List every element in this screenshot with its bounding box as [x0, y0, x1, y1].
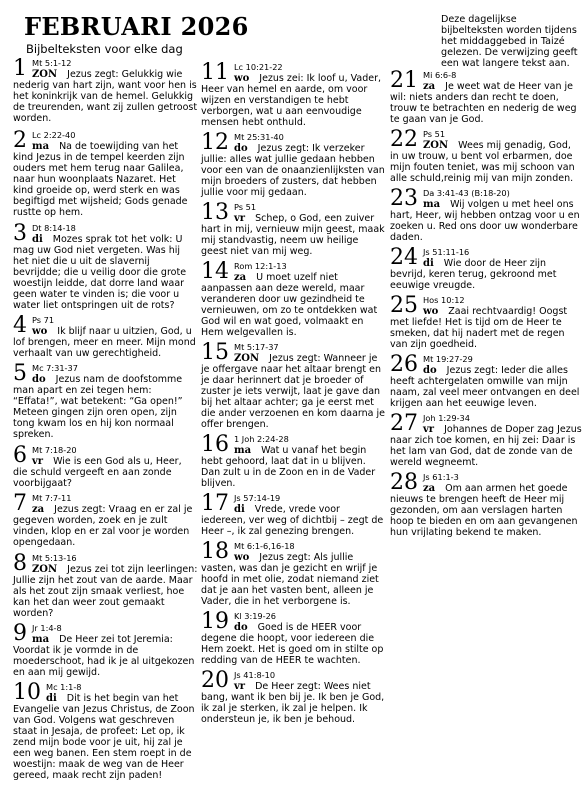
bible-reference: Kl 3:19-26: [234, 611, 277, 621]
day-text: Jezus zegt: Wanneer je je offergave naar het altaar brengt en je daar herinnert dat je broeder of zuster je iets verwijt, laat je gave dan bij het altaar achter; ga je eerst met die ander verzoenen en kom daarna je offer brengen.: [201, 353, 385, 430]
bible-reference: Js 61:1-3: [423, 472, 459, 482]
weekday: za: [423, 81, 436, 92]
day-text: Jezus nam de doofstomme man apart en zei tegen hem: “Effata!”, wat betekent: “Ga open!” Meteen gingen zijn oren open, zijn tong kwam los en hij kon normaal spreken.: [13, 374, 183, 440]
day-text: De Heer zei tot Jeremia: Voordat ik je vormde in de moederschoot, had ik je al uitgekozen en aan mij gewijd.: [13, 634, 195, 678]
day-number: 21: [390, 68, 418, 93]
day-number: 24: [390, 245, 418, 270]
day-text: Je weet wat de Heer van je wil: niets anders dan recht te doen, trouw te betrachten en nederig de weg te gaan van je God.: [390, 81, 577, 125]
weekday: do: [423, 365, 437, 376]
day-number: 16: [201, 432, 229, 457]
day-text: Wat u vanaf het begin hebt gehoord, laat dat in u blijven. Dan zult u in de Zoon en in de Vader blijven.: [201, 445, 376, 489]
day-number: 23: [390, 186, 418, 211]
day-entry: [390, 354, 582, 409]
weekday: vr: [32, 456, 44, 467]
day-number: 13: [201, 200, 229, 225]
weekday: di: [46, 693, 57, 704]
bible-reference: Ps 51: [234, 202, 257, 212]
day-text: Jezus zegt: Als jullie vasten, was dan je gezicht en wrijf je hoofd in met olie, zodat niemand ziet dat je aan het vasten bent, alleen je Vader, die in het verborgene is.: [201, 552, 379, 607]
day-entry: [13, 623, 198, 678]
day-text: Dit is het begin van het Evangelie van Jezus Christus, de Zoon van God. Volgens wat geschreven staat in Jesaja, de profeet: Let op, ik zend mijn bode voor je uit, hij zal je een weg banen. Een stem roept in de woestijn: maak de weg van de Heer gereed, maak recht zijn paden!: [13, 693, 195, 781]
bible-reference: Lc 2:22-40: [32, 130, 76, 140]
day-entry: [201, 541, 387, 607]
day-entry: [390, 472, 582, 538]
bible-reference: Mc 7:31-37: [32, 363, 78, 373]
weekday: di: [234, 504, 245, 515]
bible-reference: Lc 10:21-22: [234, 62, 283, 72]
day-entry: [201, 132, 387, 198]
day-entry: [390, 129, 582, 184]
day-text: Vrede, vrede voor iedereen, ver weg of dichtbij – zegt de Heer –, ik zal genezing brengen.: [201, 504, 384, 537]
bible-reference: Dt 8:14-18: [32, 223, 76, 233]
bible-reference: Js 57:14-19: [234, 493, 281, 503]
day-entry: [13, 363, 198, 440]
day-number: 17: [201, 491, 229, 516]
day-number: 8: [13, 551, 27, 576]
intro-note: Deze dagelijkse bijbelteksten worden tijdens het middaggebed in Taizé gelezen. De verwijzing geeft een wat langere tekst aan.: [441, 14, 578, 69]
page-subtitle: Bijbelteksten voor elke dag: [26, 42, 183, 56]
day-text: Wij volgen u met heel ons hart, Heer, wij hebben ontzag voor u en zoeken u. Red ons door uw wonderbare daden.: [390, 199, 580, 243]
page-title: FEBRUARI 2026: [24, 12, 249, 41]
bible-reference: Mt 6:1-6,16-18: [234, 541, 295, 551]
day-entry: [13, 682, 198, 781]
weekday: ZON: [32, 564, 58, 575]
day-number: 26: [390, 352, 418, 377]
bible-reference: Js 41:8-10: [234, 670, 276, 680]
day-entry: [13, 493, 198, 548]
bible-reference: Mc 1:1-8: [46, 682, 82, 692]
day-entry: [390, 247, 582, 291]
day-number: 15: [201, 340, 229, 365]
day-number: 11: [201, 60, 229, 85]
day-entry: [13, 445, 198, 489]
bible-reference: Mt 5:1-12: [32, 58, 72, 68]
bible-reference: Jr 1:4-8: [32, 623, 62, 633]
weekday: do: [32, 374, 46, 385]
weekday: ZON: [423, 140, 449, 151]
weekday: wo: [32, 326, 48, 337]
bible-reference: Mi 6:6-8: [423, 70, 457, 80]
weekday: vr: [423, 424, 435, 435]
day-number: 4: [13, 313, 27, 338]
bible-reference: Mt 19:27-29: [423, 354, 473, 364]
day-text: Ik blijf naar u uitzien, God, u lof brengen, meer en meer. Mijn mond verhaalt van uw gerechtigheid.: [13, 326, 196, 359]
weekday: vr: [234, 213, 246, 224]
day-text: Jezus zei: Ik loof u, Vader, Heer van hemel en aarde, om voor wijzen en verstandigen te hebt verborgen, wat u aan eenvoudige mensen hebt onthuld.: [201, 73, 381, 128]
day-entry: [390, 188, 582, 243]
day-text: Jezus zegt: Gelukkig wie nederig van hart zijn, want voor hen is het koninkrijk van de hemel. Gelukkig de treurenden, want zij zullen getroost worden.: [13, 69, 198, 124]
day-number: 3: [13, 221, 27, 246]
day-text: Wie is een God als u, Heer, die schuld vergeeft en aan zonde voorbijgaat?: [13, 456, 182, 489]
bible-reference: Ps 51: [423, 129, 446, 139]
day-text: Jezus zegt: Ieder die alles heeft achtergelaten omwille van mijn naam, zal veel meer ontvangen en deel krijgen aan het eeuwige leven.: [390, 365, 580, 409]
day-number: 20: [201, 668, 229, 693]
day-entry: [13, 553, 198, 619]
day-number: 2: [13, 128, 27, 153]
day-text: Johannes de Doper zag Jezus naar zich toe komen, en hij zei: Daar is het lam van God, dat de zonde van de wereld wegneemt.: [390, 424, 582, 468]
weekday: za: [423, 483, 436, 494]
day-number: 5: [13, 361, 27, 386]
column-2: [201, 62, 387, 725]
bible-reference: Joh 1:29-34: [423, 413, 470, 423]
day-entry: [201, 670, 387, 725]
day-number: 28: [390, 470, 418, 495]
weekday: di: [423, 258, 434, 269]
column-1: [13, 58, 198, 781]
day-text: Na de toewijding van het kind Jezus in de tempel keerden zijn ouders met hem terug naar Galilea, naar hun woonplaats Nazaret. Het kind groeide op, werd sterk en was begiftigd met wijsheid; Gods genade rustte op hem.: [13, 141, 188, 218]
day-entry: [13, 223, 198, 311]
day-text: Wie door de Heer zijn bevrijd, keren terug, gekroond met eeuwige vreugde.: [390, 258, 557, 291]
bible-reference: Rom 12:1-13: [234, 261, 287, 271]
day-entry: [201, 202, 387, 257]
day-text: Zaai rechtvaardig! Oogst met liefde! Het is tijd om de Heer te smeken, dat hij nadert met de regen van zijn goedheid.: [390, 306, 568, 350]
bible-reference: Mt 5:17-37: [234, 342, 279, 352]
day-number: 14: [201, 259, 229, 284]
weekday: vr: [234, 681, 246, 692]
weekday: ZON: [234, 353, 260, 364]
bible-reference: Mt 25:31-40: [234, 132, 284, 142]
day-text: Jezus zegt: Vraag en er zal je gegeven worden, zoek en je zult vinden, klop en er zal voor je worden opengedaan.: [13, 504, 193, 548]
bible-reference: 1 Joh 2:24-28: [234, 434, 289, 444]
day-entry: [201, 611, 387, 666]
day-text: De Heer zegt: Wees niet bang, want ik ben bij je. Ik ben je God, ik zal je sterken, ik zal je helpen. Ik ondersteun je, ik ben je behoud.: [201, 681, 385, 725]
day-entry: [390, 70, 582, 125]
weekday: ma: [234, 445, 252, 456]
weekday: za: [234, 272, 247, 283]
weekday: wo: [423, 306, 439, 317]
day-entry: [13, 315, 198, 359]
day-number: 12: [201, 130, 229, 155]
weekday: ma: [32, 141, 50, 152]
day-entry: [201, 342, 387, 430]
weekday: do: [234, 622, 248, 633]
day-entry: [13, 130, 198, 218]
weekday: ma: [32, 634, 50, 645]
day-number: 19: [201, 609, 229, 634]
day-entry: [201, 434, 387, 489]
day-text: Jezus zei tot zijn leerlingen: Jullie zijn het zout van de aarde. Maar als het zout zijn smaak verliest, hoe kan het dan weer zout gemaakt worden?: [13, 564, 198, 619]
day-number: 18: [201, 539, 229, 564]
weekday: do: [234, 143, 248, 154]
day-entry: [390, 413, 582, 468]
day-text: U moet uzelf niet aanpassen aan deze wereld, maar veranderen door uw gezindheid te vernieuwen, om zo te ontdekken wat God wil en wat goed, volmaakt en Hem welgevallen is.: [201, 272, 378, 338]
day-entry: [390, 295, 582, 350]
day-number: 10: [13, 680, 41, 705]
day-text: Wees mij genadig, God, in uw trouw, u bent vol erbarmen, doe mijn fouten teniet, was mij schoon van alle schuld,reinig mij van mijn zonden.: [390, 140, 575, 184]
weekday: di: [32, 234, 43, 245]
bible-reference: Js 51:11-16: [423, 247, 470, 257]
day-entry: [13, 58, 198, 124]
day-text: Goed is de HEER voor degene die hoopt, voor iedereen die Hem zoekt. Het is goed om in stilte op redding van de HEER te wachten.: [201, 622, 384, 666]
weekday: za: [32, 504, 45, 515]
day-number: 9: [13, 621, 27, 646]
day-number: 25: [390, 293, 418, 318]
day-number: 7: [13, 491, 27, 516]
bible-reference: Hos 10:12: [423, 295, 465, 305]
bible-reference: Mt 7:18-20: [32, 445, 77, 455]
day-entry: [201, 62, 387, 128]
day-number: 6: [13, 443, 27, 468]
day-number: 1: [13, 56, 27, 81]
day-number: 22: [390, 127, 418, 152]
weekday: ma: [423, 199, 441, 210]
day-text: Jezus zegt: Ik verzeker jullie: alles wat jullie gedaan hebben voor een van de onaanzienlijksten van mijn broeders of zusters, dat hebben jullie voor mij gedaan.: [201, 143, 385, 198]
day-text: Om aan armen het goede nieuws te brengen heeft de Heer mij gezonden, om aan verslagen harten hoop te bieden en om aan gevangenen hun vrijlating bekend te maken.: [390, 483, 578, 538]
weekday: wo: [234, 73, 250, 84]
bible-reference: Ps 71: [32, 315, 55, 325]
bible-reference: Mt 7:7-11: [32, 493, 72, 503]
day-text: Schep, o God, een zuiver hart in mij, vernieuw mijn geest, maak mij standvastig, neem uw heilige geest niet van mij weg.: [201, 213, 385, 257]
bible-reference: Mt 5:13-16: [32, 553, 77, 563]
day-entry: [201, 261, 387, 338]
day-text: Mozes sprak tot het volk: U mag uw God niet vergeten. Was hij het niet die u uit de slavernij bevrijdde; die u veilig door die grote woestijn leidde, dat dorre land waar geen water te vinden is; die voor u water liet ontspringen uit de rots?: [13, 234, 187, 311]
column-3: [390, 70, 582, 538]
weekday: ZON: [32, 69, 58, 80]
day-entry: [201, 493, 387, 537]
day-number: 27: [390, 411, 418, 436]
weekday: wo: [234, 552, 250, 563]
bible-reference: Da 3:41-43 (B:18-20): [423, 188, 510, 198]
